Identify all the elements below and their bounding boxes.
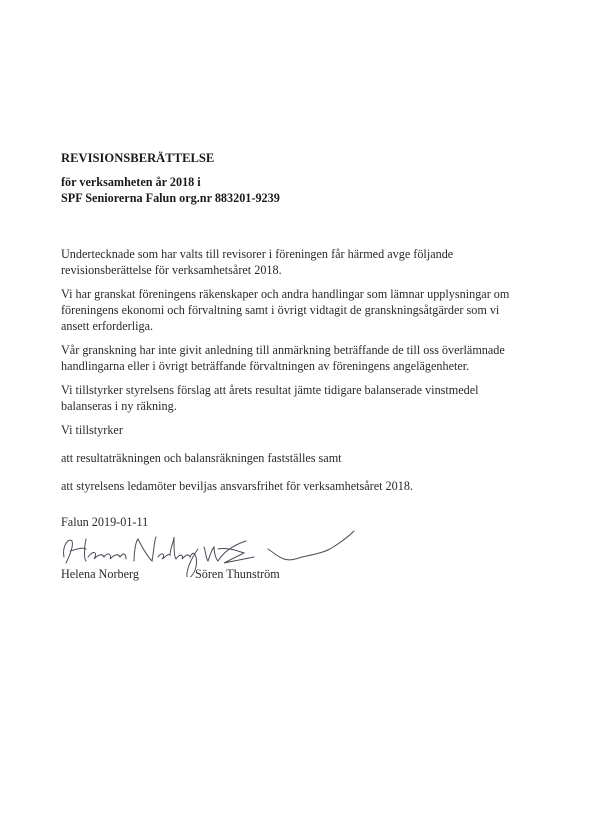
paragraph-4-line: balanseras i ny räkning. [61, 399, 177, 413]
signature-soren-thunstrom [204, 531, 354, 563]
recommend-intro: Vi tillstyrker [61, 423, 123, 437]
signatory-name: Sören Thunström [195, 567, 280, 581]
paragraph-4-line: Vi tillstyrker styrelsens förslag att årets resultat jämte tidigare balanserade vinstmedel [61, 383, 479, 397]
paragraph-1-line: revisionsberättelse för verksamhetsåret 2018. [61, 263, 282, 277]
paragraph-3-line: Vår granskning har inte givit anledning till anmärkning beträffande de till oss överlämnade [61, 343, 505, 357]
document-title: REVISIONSBERÄTTELSE [61, 151, 215, 165]
subtitle-line-2: SPF Seniorerna Falun org.nr 883201-9239 [61, 191, 280, 205]
paragraph-3-line: handlingarna eller i övrigt beträffande förvaltningen av föreningens angelägenheter. [61, 359, 470, 373]
subtitle-line-1: för verksamheten år 2018 i [61, 175, 201, 189]
paragraph-2-line: föreningens ekonomi och förvaltning samt i övrigt vidtagit de granskningsåtgärder som vi [61, 303, 500, 317]
recommend-item-2: att styrelsens ledamöter beviljas ansvarsfrihet för verksamhetsåret 2018. [61, 479, 413, 493]
paragraph-1-line: Undertecknade som har valts till revisorer i föreningen får härmed avge följande [61, 247, 454, 261]
paragraph-2-line: ansett erforderliga. [61, 319, 154, 333]
place-date: Falun 2019-01-11 [61, 515, 149, 529]
signatory-name: Helena Norberg [61, 567, 139, 581]
paragraph-2-line: Vi har granskat föreningens räkenskaper och andra handlingar som lämnar upplysningar om [61, 287, 510, 301]
recommend-item-1: att resultaträkningen och balansräkningen fastställes samt [61, 451, 342, 465]
